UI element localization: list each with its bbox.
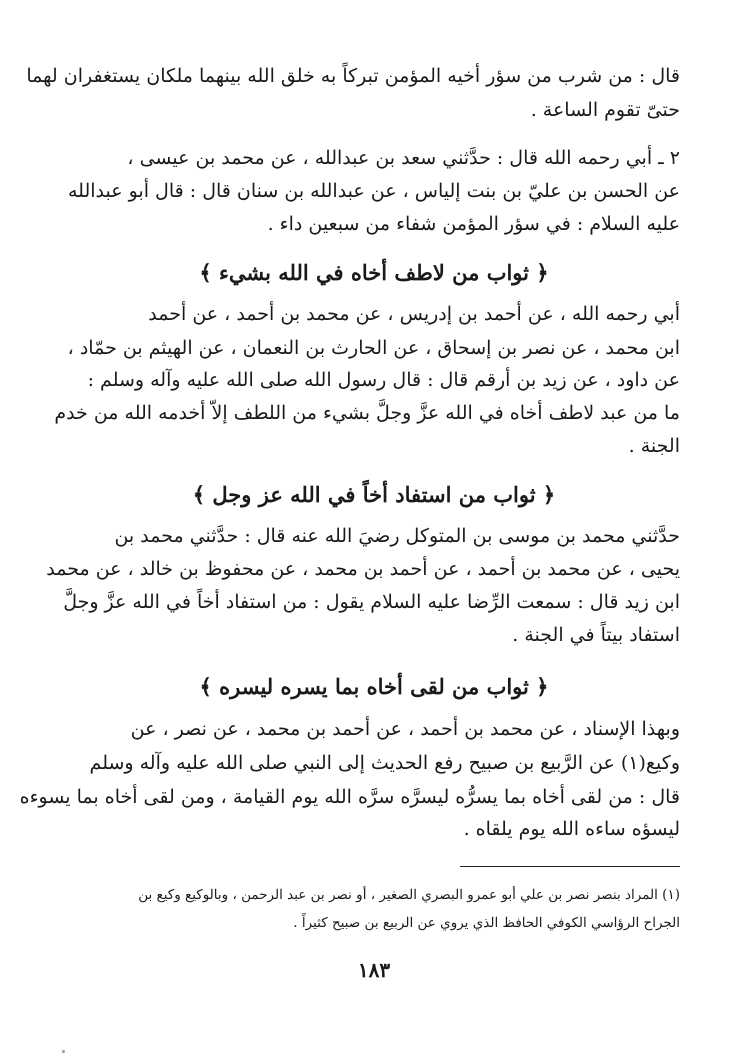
hadith2-line-1: ٢ ـ أبي رحمه الله قال : حدَّثني سعد بن عبدالله ، عن محمد بن عيسى ، bbox=[127, 147, 680, 169]
scan-speck bbox=[62, 1050, 65, 1053]
section-heading-liqa: ﴿ ثواب من لقى أخاه بما يسره ليسره ﴾ bbox=[199, 674, 549, 699]
section2-line-2: يحيى ، عن محمد بن أحمد ، عن أحمد بن محمد ، عن محفوظ بن خالد ، عن محمد bbox=[46, 558, 680, 580]
hadith2-line-3: عليه السلام : في سؤر المؤمن شفاء من سبعين داء . bbox=[267, 213, 680, 235]
section1-line-2: ابن محمد ، عن نصر بن إسحاق ، عن الحارث بن النعمان ، عن الهيثم بن حمّاد ، bbox=[67, 337, 680, 359]
hadith2-line-2: عن الحسن بن عليّ بن بنت إلياس ، عن عبدالله بن سنان قال : قال أبو عبدالله bbox=[68, 180, 680, 202]
section-heading-latafa: ﴿ ثواب من لاطف أخاه في الله بشيء ﴾ bbox=[199, 260, 549, 285]
page-number: ١٨٣ bbox=[357, 958, 391, 982]
section3-line-2: وكيع(١) عن الرَّبيع بن صبيح رفع الحديث إلى النبي صلى الله عليه وآله وسلم bbox=[89, 752, 680, 774]
footnote-divider bbox=[460, 866, 680, 867]
intro-line-1: قال : من شرب من سؤر أخيه المؤمن تبركاً به خلق الله بينهما ملكان يستغفران لهما bbox=[26, 65, 680, 87]
section3-line-3: قال : من لقى أخاه بما يسرُّه ليسرَّه سرَّه الله يوم القيامة ، ومن لقى أخاه بما يسوءه bbox=[19, 786, 680, 808]
footnote-line-1: (١) المراد بنصر نصر بن علي أبو عمرو البصري الصغير ، أو نصر بن عبد الرحمن ، وبالوكيع وكيع بن bbox=[138, 887, 680, 903]
section2-line-3: ابن زيد قال : سمعت الرِّضا عليه السلام يقول : من استفاد أخاً في الله عزَّ وجلَّ bbox=[63, 591, 680, 613]
intro-line-2: حتىّ تقوم الساعة . bbox=[530, 99, 680, 121]
section1-line-1: أبي رحمه الله ، عن أحمد بن إدريس ، عن محمد بن أحمد ، عن أحمد bbox=[148, 303, 680, 325]
section-heading-istifada: ﴿ ثواب من استفاد أخاً في الله عز وجل ﴾ bbox=[192, 482, 556, 507]
section1-line-5: الجنة . bbox=[628, 435, 680, 457]
section3-line-1: وبهذا الإسناد ، عن محمد بن أحمد ، عن أحمد بن محمد ، عن نصر ، عن bbox=[130, 718, 680, 740]
section2-line-1: حدَّثني محمد بن موسى بن المتوكل رضيَ الله عنه قال : حدَّثني محمد بن bbox=[114, 525, 680, 547]
section3-line-4: ليسؤه ساءه الله يوم يلقاه . bbox=[463, 818, 680, 840]
section1-line-4: ما من عبد لاطف أخاه في الله عزَّ وجلَّ بشيء من اللطف إلاّ أخدمه الله من خدم bbox=[54, 402, 680, 424]
footnote-line-2: الجراح الرؤاسي الكوفي الحافظ الذي يروي عن الربيع بن صبيح كثيراً . bbox=[293, 915, 680, 931]
section2-line-4: استفاد بيتاً في الجنة . bbox=[512, 624, 680, 646]
section1-line-3: عن داود ، عن زيد بن أرقم قال : قال رسول الله صلى الله عليه وآله وسلم : bbox=[87, 369, 680, 391]
